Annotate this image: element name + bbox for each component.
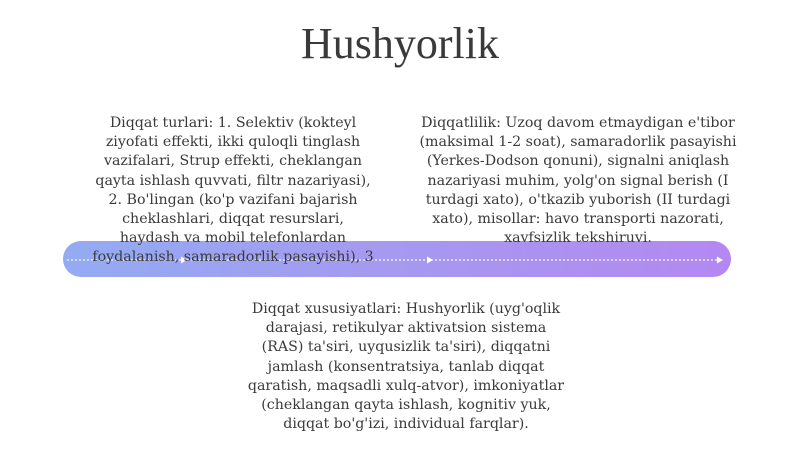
attention-types-text: Diqqat turlari: 1. Selektiv (kokteyl ziyofati effekti, ikki quloqli tinglash vazifalari, Strup effekti, cheklangan qayta ishlash quvvati, filtr nazariyasi), 2. Bo'lingan (ko'p vazifani bajarish cheklashlari, diqqat resurslari, haydash va mobil telefonlardan foydalanish, samaradorlik pasayishi), 3	[92, 115, 374, 266]
timeline-arrow-2-icon	[427, 257, 433, 264]
slide-title: Hushyorlik	[301, 19, 499, 68]
timeline-arrow-3-icon	[717, 257, 723, 264]
attention-properties-text: Diqqat xususiyatlari: Hushyorlik (uyg'oqlik darajasi, retikulyar aktivatsion sistema (RAS) ta'siri, uyqusizlik ta'siri), diqqatni jamlash (konsentratsiya, tanlab diqqat qaratish, maqsadli xulq-atvor), imkoniyatlar (cheklangan qayta ishlash, kognitiv yuk, diqqat bo'g'izi, individual farqlar).	[247, 301, 565, 433]
vigilance-text: Diqqatlilik: Uzoq davom etmaydigan e'tibor (maksimal 1-2 soat), samaradorlik pasayishi (Yerkes-Dodson qonuni), signalni aniqlash nazariyasi muhim, yolg'on signal berish (I turdagi xato), o'tkazib yuborish (II turdagi xato), misollar: havo transporti nazorati, xavfsizlik tekshiruvi.	[419, 115, 737, 247]
